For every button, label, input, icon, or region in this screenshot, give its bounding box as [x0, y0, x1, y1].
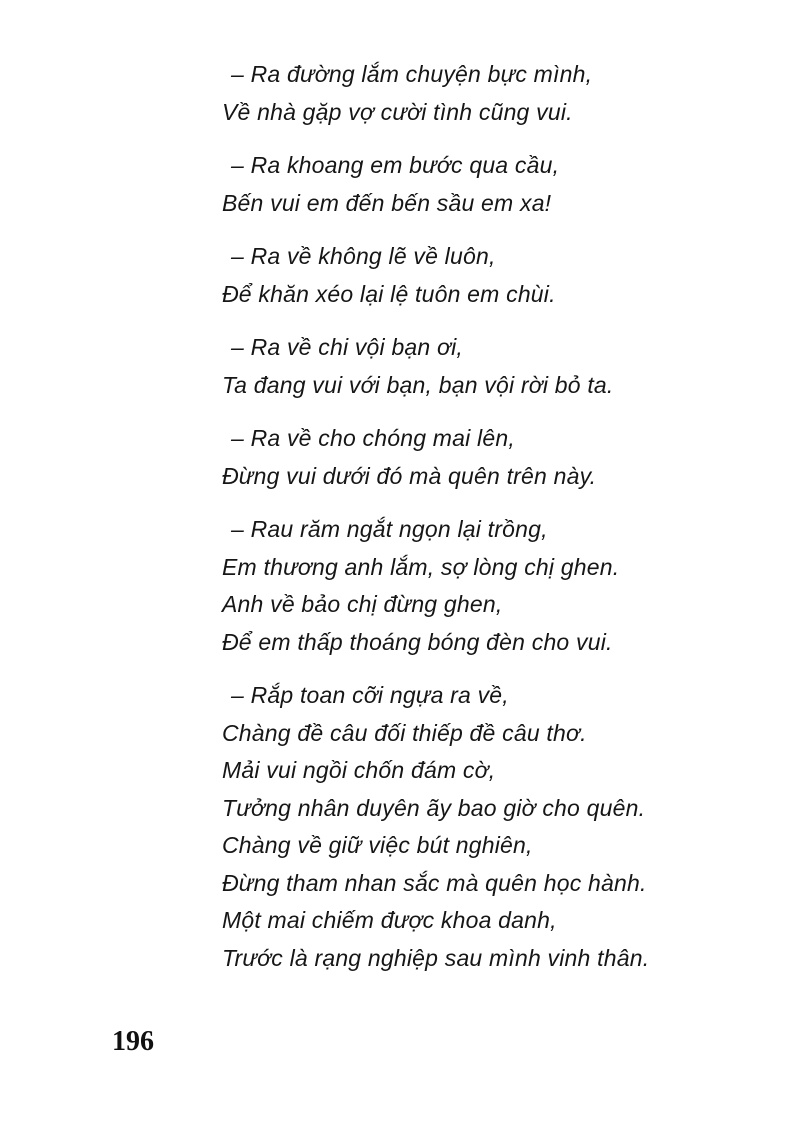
poem-line: Chàng đề câu đối thiếp đề câu thơ.: [222, 719, 587, 746]
poem-line: Tưởng nhân duyên ãy bao giờ cho quên.: [222, 794, 646, 821]
poem-line: – Ra về cho chóng mai lên,: [231, 425, 515, 451]
poem-stanza: [222, 147, 722, 222]
poem-stanza: [222, 420, 722, 495]
poem-line: – Rắp toan cỡi ngựa ra về,: [231, 682, 509, 708]
poem-line: Chàng về giữ việc bút nghiên,: [222, 832, 533, 858]
poem-line: Đừng tham nhan sắc mà quên học hành.: [222, 869, 647, 896]
poem-line: Trước là rạng nghiệp sau mình vinh thân.: [222, 944, 650, 971]
poem-stanza: [222, 329, 722, 404]
poem-line: – Ra về chi vội bạn ơi,: [231, 334, 464, 360]
page-number: 196: [112, 1026, 154, 1057]
poem-line: Một mai chiếm được khoa danh,: [222, 907, 557, 933]
poem-line: Để khăn xéo lại lệ tuôn em chùi.: [222, 280, 556, 307]
poem-stanza: [222, 238, 722, 313]
poem-line: Em thương anh lắm, sợ lòng chị ghen.: [222, 553, 620, 580]
poem-line: – Rau răm ngắt ngọn lại trồng,: [231, 516, 548, 542]
poem-line: Bến vui em đến bến sầu em xa!: [222, 189, 552, 216]
poem-line: Ta đang vui với bạn, bạn vội rời bỏ ta.: [222, 371, 614, 398]
poem-stanza: [222, 56, 722, 131]
poem-line: Về nhà gặp vợ cười tình cũng vui.: [222, 98, 573, 125]
poem-stanza: [222, 511, 722, 661]
poem-line: Anh về bảo chị đừng ghen,: [222, 591, 503, 617]
poem-stanza: [222, 677, 722, 977]
poem-line: Mải vui ngồi chốn đám cờ,: [222, 757, 496, 783]
poem: [222, 56, 722, 993]
poem-line: – Ra về không lẽ về luôn,: [231, 243, 496, 269]
poem-line: Đừng vui dưới đó mà quên trên này.: [222, 462, 597, 489]
poem-line: – Ra khoang em bước qua cầu,: [231, 152, 560, 178]
poem-line: Để em thấp thoáng bóng đèn cho vui.: [222, 628, 613, 655]
poem-line: – Ra đường lắm chuyện bực mình,: [231, 61, 593, 87]
